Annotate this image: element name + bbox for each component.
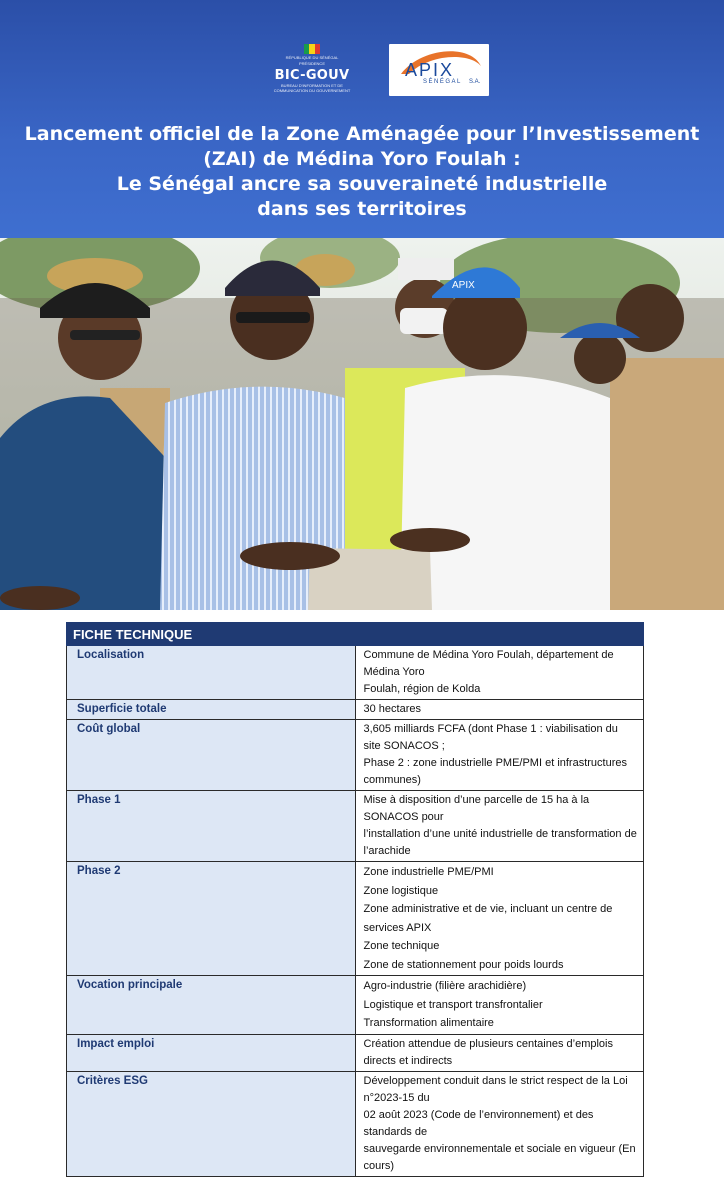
row-value: [355, 791, 644, 862]
row-value: [355, 720, 644, 791]
fiche-technique: [66, 622, 644, 1177]
apix-suffix: S.A.: [469, 79, 481, 85]
title-line: dans ses territoires: [257, 198, 467, 220]
row-key: Vocation principale: [67, 976, 356, 1035]
bic-small-top2: PRÉSIDENCE: [298, 61, 325, 66]
value-line: l’installation d’une unité industrielle de transformation de l’arachide: [363, 828, 637, 857]
value-line: 02 août 2023 (Code de l’environnement) et des standards de: [363, 1108, 594, 1138]
value-line: Création attendue de plusieurs centaines d’emplois directs et indirects: [363, 1037, 613, 1067]
value-line: Phase 2 : zone industrielle PME/PMI et infrastructures communes): [363, 757, 628, 786]
page-title: [20, 122, 704, 222]
value-line: Foulah, région de Kolda: [363, 683, 481, 695]
table-row: [67, 700, 644, 720]
row-key: Coût global: [67, 720, 356, 791]
value-item: Zone de stationnement pour poids lourds: [363, 958, 564, 971]
apix-name: APIX: [405, 60, 455, 80]
table-row: [67, 1071, 644, 1176]
table-row: [67, 976, 644, 1035]
cap-apix-text: APIX: [452, 280, 475, 291]
bic-sub2: COMMUNICATION DU GOUVERNEMENT: [273, 88, 351, 93]
bic-sub1: BUREAU D'INFORMATION ET DE: [281, 83, 343, 88]
value-line: Développement conduit dans le strict respect de la Loi n°2023-15 du: [363, 1074, 628, 1104]
value-item: Transformation alimentaire: [363, 1017, 494, 1029]
table-row: [67, 791, 644, 862]
table-row: [67, 862, 644, 976]
table-row: [67, 720, 644, 791]
table-row: [67, 646, 644, 700]
value-line: sauvegarde environnementale et sociale en vigueur (En cours): [363, 1142, 636, 1172]
row-value: [355, 646, 644, 700]
row-key: Impact emploi: [67, 1034, 356, 1071]
row-value: [355, 1034, 644, 1071]
header-banner: [0, 0, 724, 238]
value-item: Zone administrative et de vie, incluant un centre de services APIX: [363, 903, 613, 934]
apix-sub: SÉNÉGAL: [423, 79, 462, 85]
row-key: Critères ESG: [67, 1071, 356, 1176]
row-value: [355, 1071, 644, 1176]
value-item: Logistique et transport transfrontalier: [363, 998, 543, 1011]
value-item: Agro-industrie (filière arachidière): [363, 980, 527, 992]
row-key: Phase 2: [67, 862, 356, 976]
ceremony-illustration: [0, 238, 724, 610]
title-line: (ZAI) de Médina Yoro Foulah :: [203, 148, 521, 170]
fiche-table: [66, 622, 644, 1177]
row-key: Superficie totale: [67, 700, 356, 720]
value-item: Zone technique: [363, 940, 440, 952]
row-key: Phase 1: [67, 791, 356, 862]
value-line: 3,605 milliards FCFA (dont Phase 1 : viabilisation du site SONACOS ;: [363, 723, 618, 752]
table-row: [67, 1034, 644, 1071]
row-value: [355, 862, 644, 976]
row-value: [355, 700, 644, 720]
title-line: Le Sénégal ancre sa souveraineté industrielle: [116, 173, 608, 195]
value-line: Commune de Médina Yoro Foulah, département de Médina Yoro: [363, 649, 614, 678]
title-line: Lancement officiel de la Zone Aménagée pour l’Investissement: [24, 123, 700, 145]
fiche-title: FICHE TECHNIQUE: [67, 623, 644, 646]
apix-logo: [389, 44, 489, 96]
row-key: Localisation: [67, 646, 356, 700]
row-value: [355, 976, 644, 1035]
value-item: Zone logistique: [363, 884, 439, 897]
value-line: Mise à disposition d’une parcelle de 15 ha à la SONACOS pour: [363, 794, 590, 823]
bic-gouv-logo: [266, 42, 358, 94]
senegal-flag-icon: [304, 44, 320, 54]
value-item: Zone industrielle PME/PMI: [363, 866, 494, 878]
value-line: 30 hectares: [363, 703, 421, 715]
logos-row: [0, 42, 724, 98]
bic-name: BIC-GOUV: [274, 68, 350, 83]
ceremony-photo: [0, 238, 724, 610]
bic-small-top: RÉPUBLIQUE DU SÉNÉGAL: [285, 55, 339, 60]
